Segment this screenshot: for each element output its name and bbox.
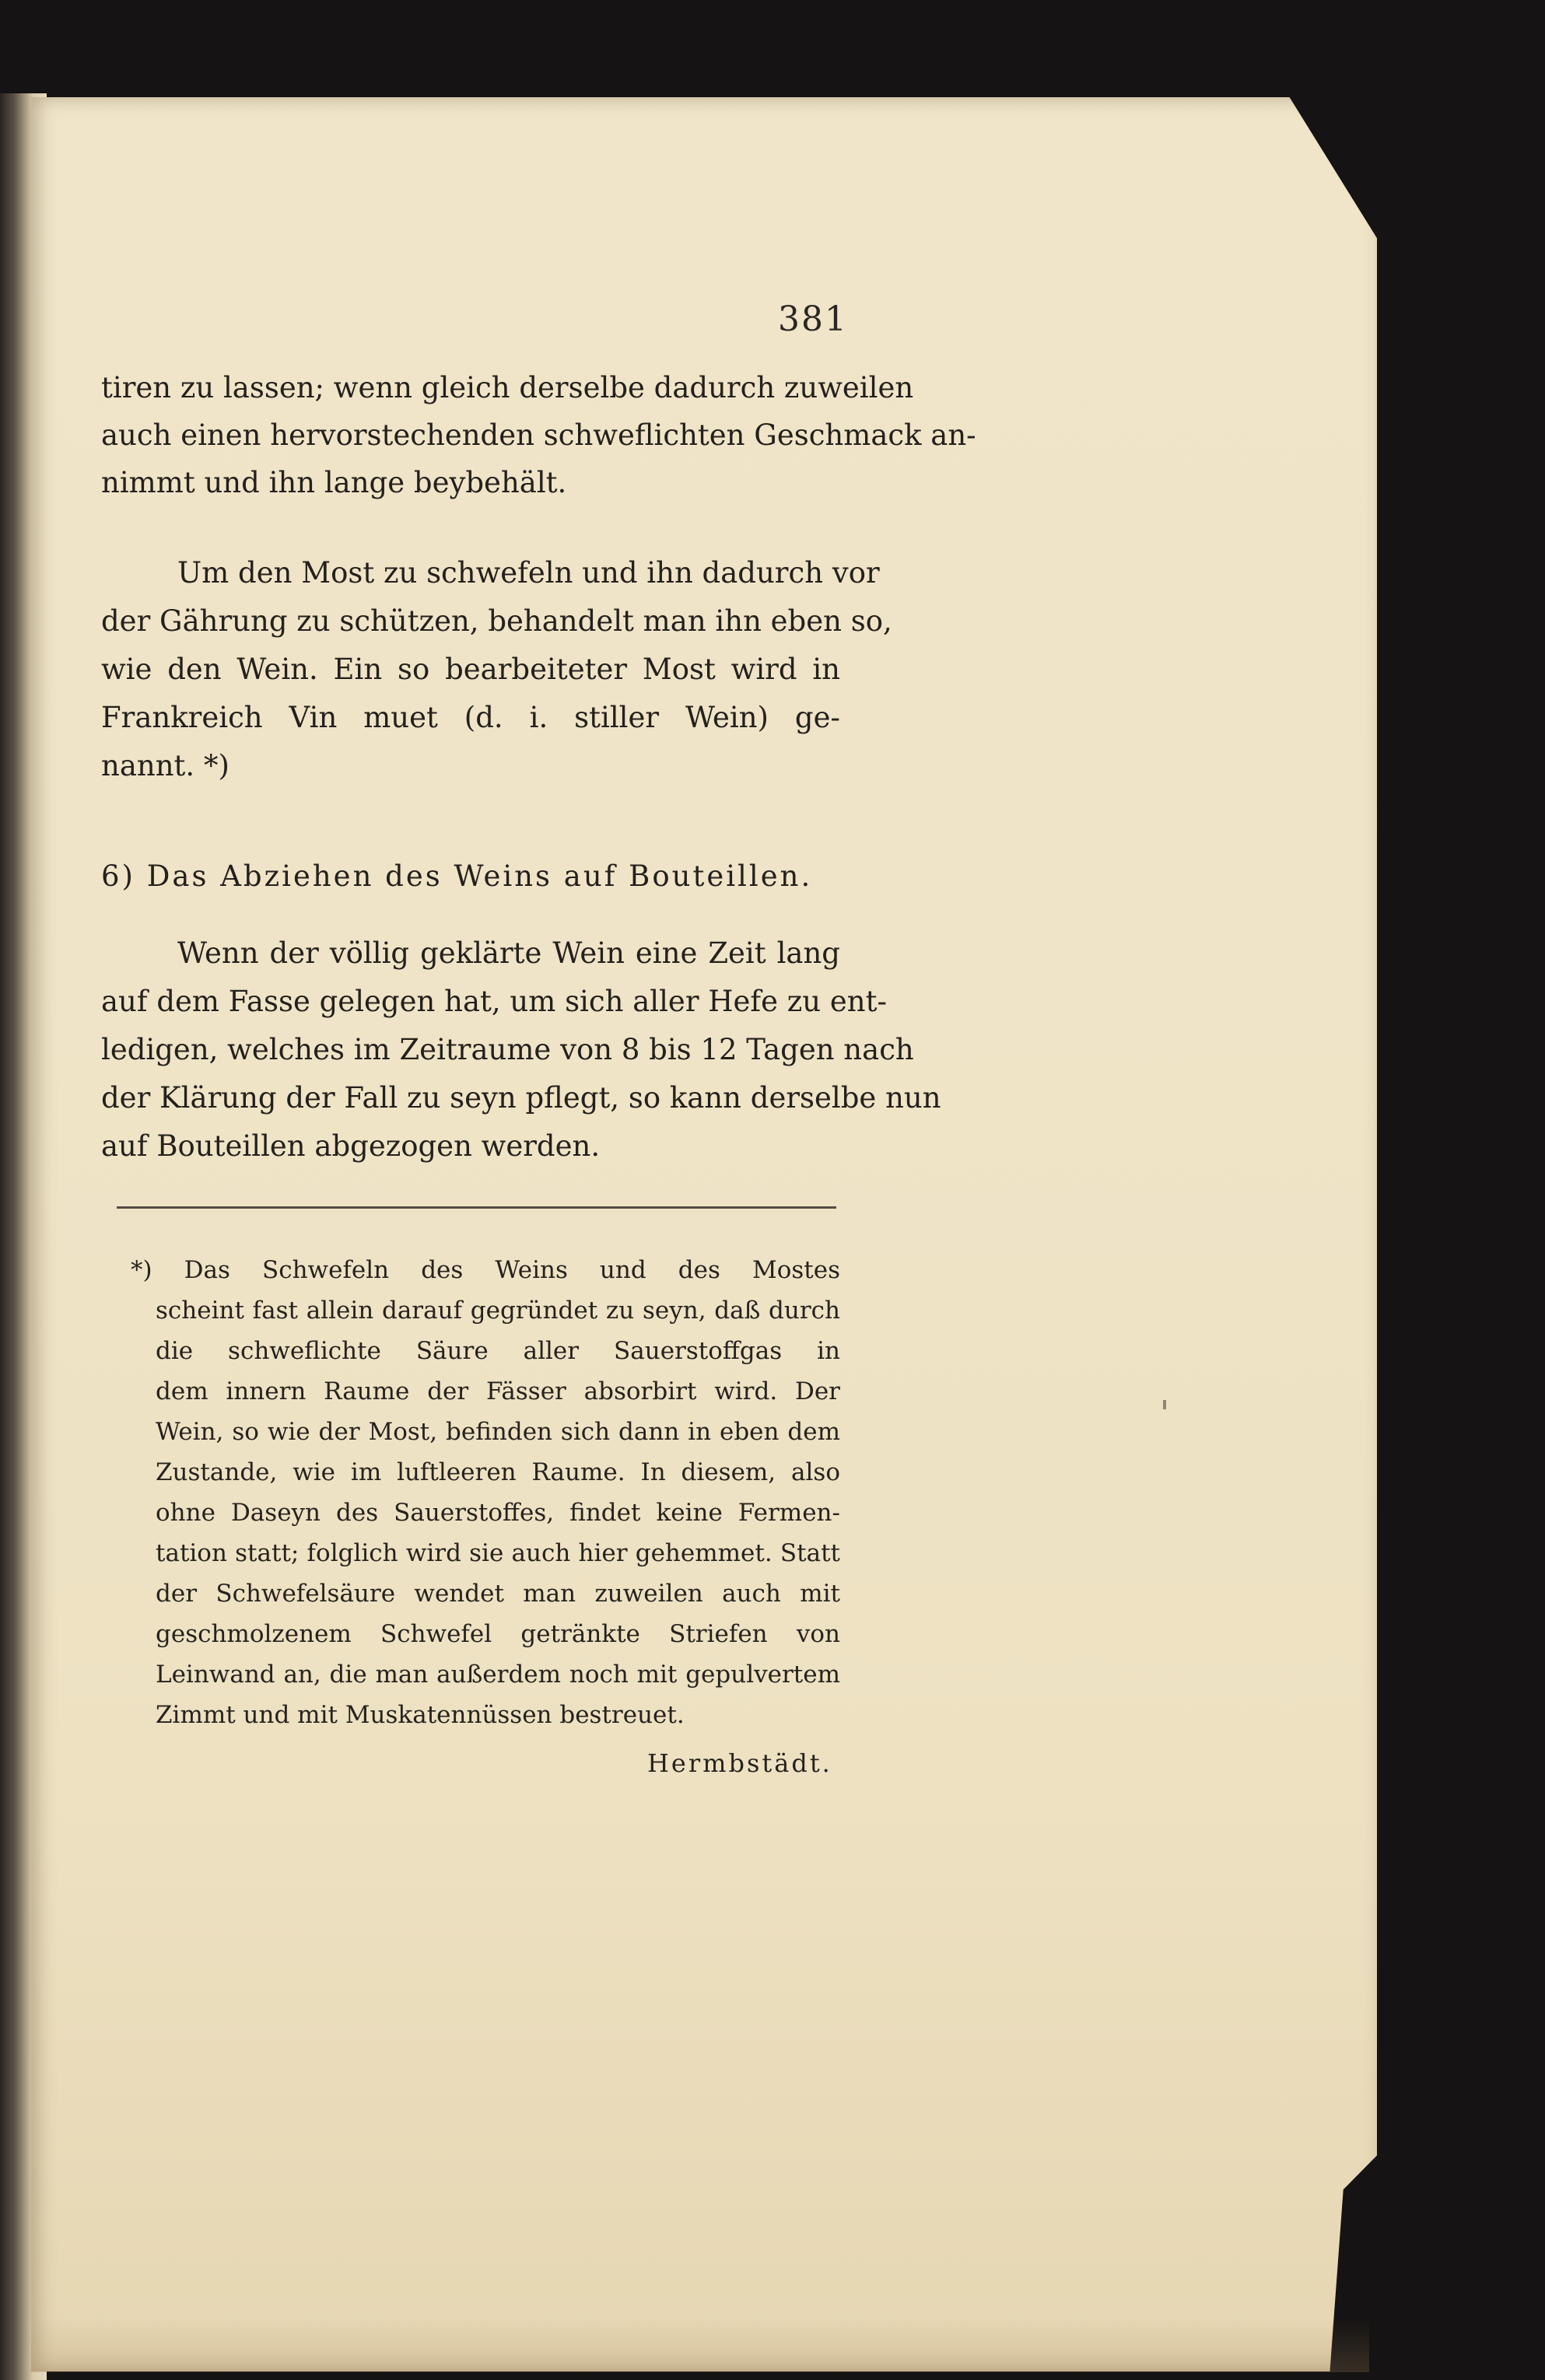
footnote-line-6: Zustande, wie im luftleeren Raume. In diesem, also bbox=[156, 1458, 840, 1486]
paragraph-1-line-2: auch einen hervorstechenden schweflichten Geschmack an- bbox=[101, 418, 976, 452]
paragraph-2-line-3: wie den Wein. Ein so bearbeiteter Most wird in bbox=[101, 653, 840, 686]
section-paragraph-line-3: ledigen, welches im Zeitraume von 8 bis 12 Tagen nach bbox=[101, 1033, 914, 1066]
paragraph-2-line-5: nannt. *) bbox=[101, 749, 229, 782]
section-paragraph-line-2: auf dem Fasse gelegen hat, um sich aller Hefe zu ent- bbox=[101, 985, 887, 1018]
footnote-line-12: Zimmt und mit Muskatennüssen bestreuet. bbox=[156, 1701, 685, 1729]
footnote-line-3: die schweflichte Säure aller Sauerstoffgas in bbox=[156, 1337, 840, 1365]
paper-speck bbox=[1163, 1400, 1166, 1409]
section-paragraph-line-5: auf Bouteillen abgezogen werden. bbox=[101, 1129, 601, 1163]
page-number: 381 bbox=[778, 299, 848, 339]
footnote-line-4: dem innern Raume der Fässer absorbirt wird. Der bbox=[156, 1377, 840, 1405]
paragraph-1-line-1: tiren zu lassen; wenn gleich derselbe dadurch zuweilen bbox=[101, 371, 914, 404]
paragraph-2-line-1: Um den Most zu schwefeln und ihn dadurch vor bbox=[177, 556, 880, 590]
footnote-line-5: Wein, so wie der Most, befinden sich dann in eben dem bbox=[156, 1418, 840, 1446]
section-paragraph-line-4: der Klärung der Fall zu seyn pflegt, so kann derselbe nun bbox=[101, 1081, 941, 1115]
page-bottom-stain bbox=[31, 2318, 1369, 2372]
section-heading: 6) Das Abziehen des Weins auf Bouteillen. bbox=[101, 859, 813, 893]
footnote-separator-rule bbox=[117, 1206, 836, 1209]
footnote-line-10: geschmolzenem Schwefel getränkte Striefen von bbox=[156, 1620, 840, 1648]
section-paragraph-line-1: Wenn der völlig geklärte Wein eine Zeit lang bbox=[177, 936, 840, 970]
paragraph-1-line-3: nimmt und ihn lange beybehält. bbox=[101, 466, 567, 499]
footnote-line-9: der Schwefelsäure wendet man zuweilen auch mit bbox=[156, 1580, 840, 1608]
footnote-line-1: *) Das Schwefeln des Weins und des Mostes bbox=[131, 1256, 840, 1284]
footnote-line-8: tation statt; folglich wird sie auch hier gehemmet. Statt bbox=[156, 1539, 840, 1567]
footnote-signature: Hermbstädt. bbox=[647, 1748, 832, 1778]
footnote-line-7: ohne Daseyn des Sauerstoffes, findet keine Fermen- bbox=[156, 1499, 840, 1527]
footnote-line-2: scheint fast allein darauf gegründet zu seyn, daß durch bbox=[156, 1297, 840, 1325]
paragraph-2-line-2: der Gährung zu schützen, behandelt man ihn eben so, bbox=[101, 604, 892, 638]
paragraph-2-line-4: Frankreich Vin muet (d. i. stiller Wein) ge- bbox=[101, 701, 840, 734]
footnote-line-11: Leinwand an, die man außerdem noch mit gepulvertem bbox=[156, 1661, 840, 1689]
